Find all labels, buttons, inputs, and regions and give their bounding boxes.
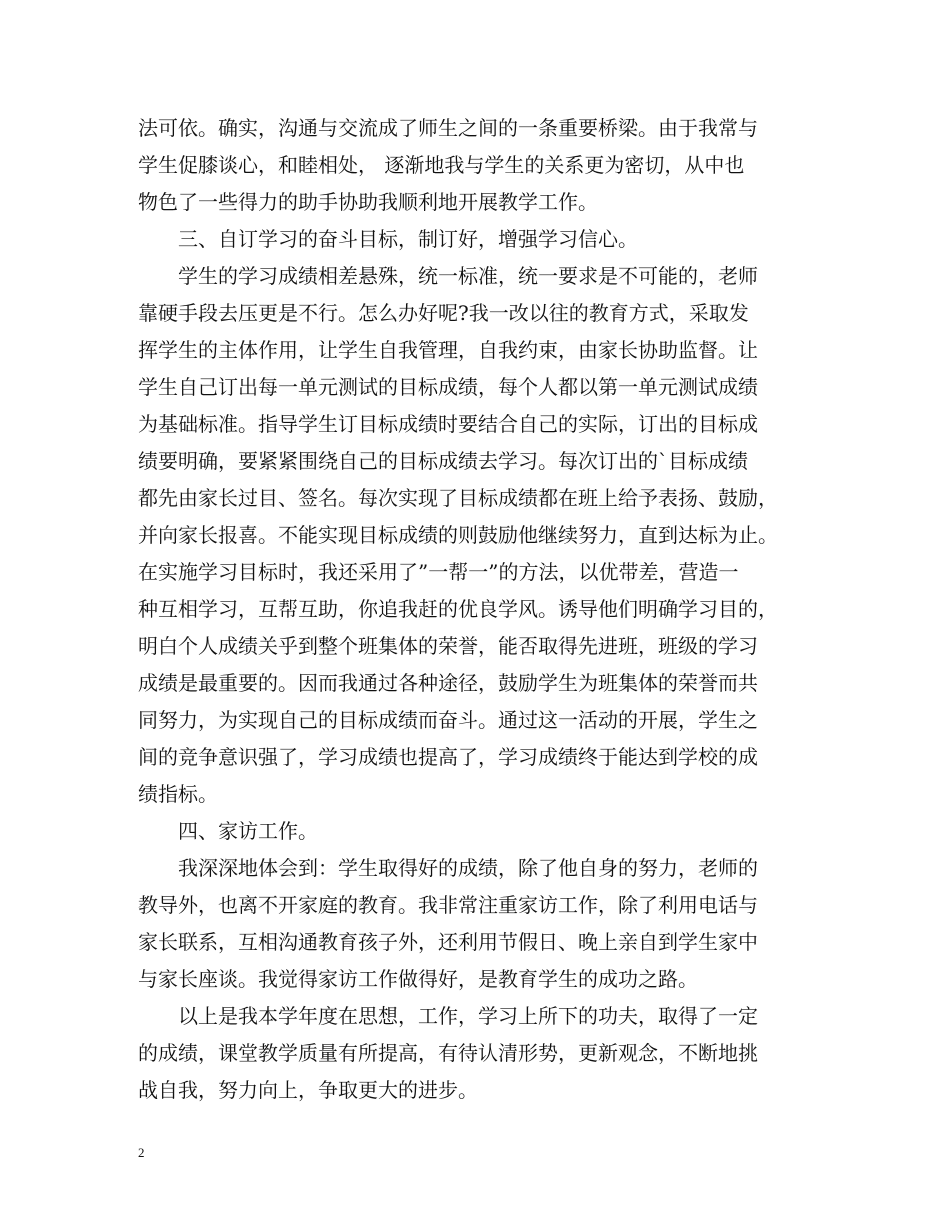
text-line: 在实施学习目标时，我还采用了”一帮一”的方法，以优带差，营造一 — [138, 560, 739, 584]
text-line: 靠硬手段去压更是不行。怎么办好呢?我一改以往的教育方式，采取发 — [138, 301, 749, 325]
text-line: 我深深地体会到：学生取得好的成绩，除了他自身的努力，老师的 — [178, 856, 758, 880]
text-line: 学生促膝谈心，和睦相处， 逐渐地我与学生的关系更为密切，从中也 — [138, 153, 745, 177]
text-line: 教导外，也离不开家庭的教育。我非常注重家访工作，除了利用电话与 — [138, 893, 758, 917]
text-line: 家长联系，互相沟通教育孩子外，还利用节假日、晚上亲自到学生家中 — [138, 930, 758, 954]
text-line: 明白个人成绩关乎到整个班集体的荣誉，能否取得先进班，班级的学习 — [138, 634, 758, 658]
text-line: 同努力，为实现自己的目标成绩而奋斗。通过这一活动的开展，学生之 — [138, 708, 758, 732]
text-line: 绩指标。 — [138, 782, 218, 806]
text-line: 绩要明确，要紧紧围绕自己的目标成绩去学习。每次订出的`目标成绩 — [138, 449, 748, 473]
text-line: 法可依。确实，沟通与交流成了师生之间的一条重要桥梁。由于我常与 — [138, 116, 758, 140]
text-line: 物色了一些得力的助手协助我顺利地开展教学工作。 — [138, 190, 598, 214]
text-line: 学生自己订出每一单元测试的目标成绩，每个人都以第一单元测试成绩 — [138, 375, 758, 399]
text-line: 都先由家长过目、签名。每次实现了目标成绩都在班上给予表扬、鼓励， — [138, 486, 778, 510]
text-line: 并向家长报喜。不能实现目标成绩的则鼓励他继续努力，直到达标为止。 — [138, 523, 778, 547]
text-line: 以上是我本学年度在思想，工作，学习上所下的功夫，取得了一定 — [178, 1004, 758, 1028]
text-line: 与家长座谈。我觉得家访工作做得好，是教育学生的成功之路。 — [138, 967, 698, 991]
page-number: 2 — [138, 1145, 145, 1160]
document-body — [138, 110, 814, 1109]
text-line: 四、家访工作。 — [178, 819, 318, 843]
text-line: 为基础标准。指导学生订目标成绩时要结合自己的实际，订出的目标成 — [138, 412, 758, 436]
text-line: 战自我，努力向上，争取更大的进步。 — [138, 1078, 478, 1102]
text-line: 种互相学习，互帮互助，你追我赶的优良学风。诱导他们明确学习目的， — [138, 597, 778, 621]
text-line: 成绩是最重要的。因而我通过各种途径，鼓励学生为班集体的荣誉而共 — [138, 671, 758, 695]
text-line: 的成绩，课堂教学质量有所提高，有待认清形势，更新观念，不断地挑 — [138, 1041, 758, 1065]
text-line: 间的竞争意识强了，学习成绩也提高了，学习成绩终于能达到学校的成 — [138, 745, 758, 769]
text-line: 三、自订学习的奋斗目标，制订好，增强学习信心。 — [178, 227, 638, 251]
text-line: 挥学生的主体作用，让学生自我管理，自我约束，由家长协助监督。让 — [138, 338, 758, 362]
text-line: 学生的学习成绩相差悬殊，统一标准，统一要求是不可能的，老师 — [178, 264, 758, 288]
